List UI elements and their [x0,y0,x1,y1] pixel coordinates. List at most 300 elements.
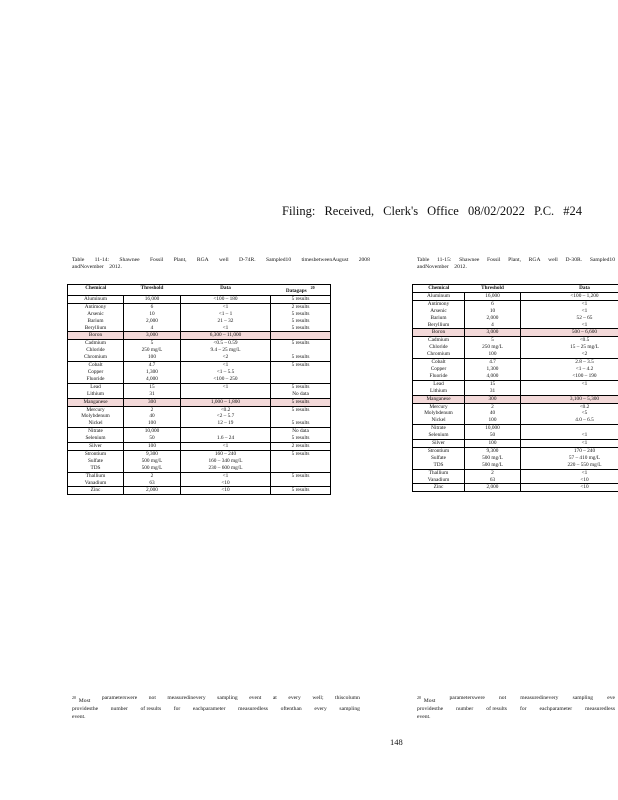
datagaps-cell: 5 results [271,325,331,332]
datagaps-cell: No data [271,391,331,398]
table-row [413,373,618,380]
datagaps-cell [271,369,331,376]
data-cell: <100 – 180 [181,295,271,303]
table-row [68,347,331,354]
datagaps-cell: 5 results [271,420,331,427]
datagaps-cell: 5 results [271,450,331,457]
footnote-ref: 20 [310,285,315,290]
data-cell [181,428,271,435]
threshold-cell: 6 [124,303,181,310]
caption-word: RGA [528,257,541,263]
chemical-cell: Barium [68,318,124,325]
caption-word: Table [72,257,85,263]
caption-word: 11-14: [94,257,110,263]
data-cell: <10 [521,484,618,492]
threshold-cell: 2,000 [124,487,181,495]
chemical-cell: Beryllium [68,325,124,332]
footnote-word: parameterswere [449,695,485,701]
threshold-cell: 40 [465,410,521,417]
threshold-cell: 5 [124,340,181,347]
table-row [413,322,618,329]
footnote-word: every [314,706,327,712]
chemical-cell: Barium [413,315,465,322]
threshold-cell: 100 [465,351,521,358]
chemical-cell: Selenium [413,432,465,439]
table-row [68,406,331,413]
column-header: Data [181,285,271,296]
data-cell: 170 – 240 [521,447,618,454]
data-cell: <1 – 1 [181,311,271,318]
left-footnote [72,694,360,721]
datagaps-cell [271,413,331,420]
threshold-cell: 5 [465,337,521,344]
table-row [413,308,618,315]
datagaps-cell: 5 results [271,406,331,413]
footnote-word: Most [423,698,436,704]
footnote-word: for [173,706,181,712]
caption-word: 11-15: [437,257,452,263]
table-row [68,311,331,318]
left-table-caption [72,257,370,272]
table-row [413,292,618,300]
threshold-cell: 500 mg/L [124,458,181,465]
datagaps-cell [271,465,331,472]
chemical-cell: Chromium [413,351,465,358]
threshold-cell: 4,000 [124,376,181,383]
chemical-cell: Copper [68,369,124,376]
footnote-number: 20 [72,695,76,700]
threshold-cell: 31 [465,388,521,395]
datagaps-cell: 5 results [271,487,331,495]
data-cell: <1 [181,303,271,310]
right-footnote [417,694,615,721]
footnote-line-3: event. [417,714,431,720]
table-header-row [413,285,618,293]
caption-word: Fossil [487,257,501,263]
chemical-cell: Fluoride [68,376,124,383]
table-row [413,417,618,424]
threshold-cell: 250 mg/L [465,344,521,351]
chemical-cell: Molybdenum [68,413,124,420]
table-row [68,318,331,325]
caption-word: 2008 [358,257,370,263]
chemical-cell: Lead [413,380,465,387]
footnote-word: eve [607,695,615,701]
caption-word: Shawnee [119,257,140,263]
table-row [68,340,331,347]
footnote-word: sampling [572,695,594,701]
data-cell: 9.4 – 25 mg/L [181,347,271,354]
table-row [413,380,618,387]
chemical-cell: Zinc [68,487,124,495]
caption-word: timesbetweenAugust [301,257,349,263]
chemical-cell: Antimony [413,300,465,307]
footnote-word: number [110,706,128,712]
chemical-cell: Beryllium [413,322,465,329]
footnote-word: measuredinevery [167,695,206,701]
caption-line-2: andNovember 2012. [417,264,467,271]
table-row [413,329,618,337]
datagaps-cell [271,376,331,383]
data-cell: 21 – 32 [181,318,271,325]
caption-word: well [548,257,558,263]
datagaps-cell: 5 results [271,295,331,303]
datagaps-cell: 2 results [271,443,331,451]
data-cell: 220 – 550 mg/L [521,462,618,469]
footnote-word: providesthe [72,706,99,712]
footnote-word: number [456,706,474,712]
data-cell: <1 [521,380,618,387]
data-cell [181,391,271,398]
table-row [413,300,618,307]
data-cell: <2 [181,354,271,361]
data-cell: <10 [181,480,271,487]
chemical-cell: Lithium [413,388,465,395]
data-cell: <100 – 250 [181,376,271,383]
data-cell: <1 – 4.2 [521,366,618,373]
header-word: Office [427,204,459,218]
chemical-cell: Fluoride [413,373,465,380]
column-header-text: Datagaps [285,288,307,294]
left-data-table [67,284,331,495]
column-header: Threshold [124,285,181,296]
table-row [68,295,331,303]
threshold-cell: 4 [124,325,181,332]
threshold-cell: 16,000 [124,295,181,303]
footnote-word: not [148,695,156,701]
data-cell: <1 [181,443,271,451]
chemical-cell: Sulfate [68,458,124,465]
datagaps-cell: 5 results [271,383,331,390]
table-row [413,351,618,358]
table-row [413,344,618,351]
caption-word: RGA [196,257,209,263]
data-cell: <1 – 5.5 [181,369,271,376]
table-row [68,369,331,376]
data-cell: <1 [181,362,271,369]
threshold-cell: 4,000 [465,373,521,380]
data-cell: 15 – 25 mg/L [521,344,618,351]
footnote-word: eachparameter [192,706,226,712]
chemical-cell: Vanadium [68,480,124,487]
data-cell: 6,300 – 11,000 [181,332,271,340]
table-row [68,443,331,451]
header-word: P.C. [534,204,555,218]
data-cell: <5 [521,410,618,417]
data-cell: <0.2 [521,403,618,410]
data-cell: 57 – 410 mg/L [521,455,618,462]
footnote-word: measuredinevery [520,695,559,701]
threshold-cell: 15 [465,380,521,387]
data-cell: 2.8 – 3.5 [521,359,618,366]
data-cell [521,388,618,395]
column-header: Chemical [413,285,465,293]
threshold-cell: 500 mg/L [465,455,521,462]
table-row [68,487,331,495]
chemical-cell: Cobalt [413,359,465,366]
footnote-word: sampling [339,706,360,712]
chemical-cell: Manganese [68,398,124,406]
chemical-cell: Thallium [68,472,124,479]
footnote-word: of results [486,706,507,712]
column-header: Threshold [465,285,521,293]
datagaps-cell: 5 results [271,472,331,479]
column-header: Data [521,285,618,293]
chemical-cell: Chloride [413,344,465,351]
chemical-cell: Mercury [68,406,124,413]
table-row [413,462,618,469]
data-cell: <100 – 190 [521,373,618,380]
table-row [68,303,331,310]
threshold-cell: 10,000 [124,428,181,435]
chemical-cell: TDS [413,462,465,469]
threshold-cell: 9,300 [124,450,181,457]
table-row [413,337,618,344]
caption-word: Table [417,257,430,263]
column-header: Chemical [68,285,124,296]
threshold-cell: 15 [124,383,181,390]
threshold-cell: 3,000 [124,332,181,340]
chemical-cell: Chloride [68,347,124,354]
footnote-word: thiscolumn [335,695,360,701]
footnote-line-3: event. [72,714,86,720]
datagaps-cell [271,458,331,465]
threshold-cell: 3,000 [465,329,521,337]
table-row [413,388,618,395]
table-row [68,391,331,398]
datagaps-cell: 5 results [271,311,331,318]
data-cell: <1 [181,325,271,332]
header-word: Clerk's [383,204,419,218]
threshold-cell: 4.7 [465,359,521,366]
footnote-word: providesthe [417,706,444,712]
table-row [68,472,331,479]
footnote-word: eachparameter [539,706,573,712]
data-cell: <1 [521,432,618,439]
chemical-cell: Thallium [413,469,465,476]
chemical-cell: Arsenic [68,311,124,318]
threshold-cell: 500 mg/L [465,462,521,469]
footnote-word: measuredless [238,706,268,712]
threshold-cell: 50 [124,435,181,442]
datagaps-cell [271,347,331,354]
footnote-word: for [519,706,527,712]
caption-word: Plant, [508,257,521,263]
datagaps-cell: 5 results [271,362,331,369]
data-cell: 52 – 65 [521,315,618,322]
caption-word: D-30R. [565,257,583,263]
table-row [413,477,618,484]
table-row [68,398,331,406]
table-row [413,440,618,448]
table-row [413,315,618,322]
threshold-cell: 1,300 [124,369,181,376]
threshold-cell: 4.7 [124,362,181,369]
threshold-cell: 2 [124,472,181,479]
threshold-cell: 100 [124,354,181,361]
datagaps-cell: 5 results [271,435,331,442]
caption-word: Fossil [149,257,164,263]
table-row [413,403,618,410]
threshold-cell: 1,300 [465,366,521,373]
table-row [68,413,331,420]
table-row [68,450,331,457]
table-row [413,469,618,476]
data-cell: <0.5 – 0.59 [181,340,271,347]
chemical-cell: Boron [68,332,124,340]
chemical-cell: Sulfate [413,455,465,462]
table-row [68,465,331,472]
data-cell: 230 – 600 mg/L [181,465,271,472]
table-row [413,447,618,454]
data-cell: <1 [521,322,618,329]
data-cell: <1 [521,469,618,476]
chemical-cell: Molybdenum [413,410,465,417]
table-row [68,376,331,383]
column-header [271,285,331,296]
data-cell: <1 [181,472,271,479]
threshold-cell: 9,300 [465,447,521,454]
threshold-cell: 100 [465,417,521,424]
chemical-cell: Nickel [413,417,465,424]
datagaps-cell: 2 results [271,303,331,310]
data-cell [521,425,618,432]
table-row [413,432,618,439]
chemical-cell: Strontium [413,447,465,454]
table-row [413,425,618,432]
table-row [413,366,618,373]
caption-word: Sampled10 [589,257,615,263]
data-cell: <1 [521,300,618,307]
footnote-word: of results [140,706,162,712]
data-cell: 500 – 6,600 [521,329,618,337]
footnote-word: Most [78,698,91,704]
table-row [413,455,618,462]
datagaps-cell: No data [271,428,331,435]
filing-header [282,204,582,219]
chemical-cell: Mercury [413,403,465,410]
data-cell: 160 – 240 [181,450,271,457]
table-header-row [68,285,331,296]
data-cell: <0.5 [521,337,618,344]
caption-word: Plant, [173,257,187,263]
threshold-cell: 300 [465,395,521,403]
table-row [68,325,331,332]
threshold-cell: 50 [465,432,521,439]
chemical-cell: Boron [413,329,465,337]
data-cell: <10 [521,477,618,484]
table-row [413,484,618,492]
threshold-cell: 16,000 [465,292,521,300]
caption-word: Shawnee [459,257,480,263]
page-number: 148 [390,737,403,747]
chemical-cell: Cadmium [413,337,465,344]
data-cell: <0.2 [181,406,271,413]
chemical-cell: Cadmium [68,340,124,347]
caption-word: well [219,257,229,263]
header-word: #24 [563,204,582,218]
footnote-word: not [498,695,507,701]
chemical-cell: Silver [413,440,465,448]
footnote-number: 20 [417,695,421,700]
chemical-cell: Antimony [68,303,124,310]
threshold-cell: 40 [124,413,181,420]
threshold-cell: 100 [124,443,181,451]
table-row [68,480,331,487]
datagaps-cell [271,332,331,340]
table-row [68,332,331,340]
header-word: 08/02/2022 [467,204,525,218]
footnote-word: every [288,695,301,701]
chemical-cell: Lead [68,383,124,390]
threshold-cell: 2 [465,469,521,476]
threshold-cell: 4 [465,322,521,329]
table-row [413,410,618,417]
chemical-cell: Manganese [413,395,465,403]
table-row [68,354,331,361]
table-row [68,420,331,427]
footnote-word: at [272,695,277,701]
footnote-word: parameterswere [101,695,138,701]
data-cell: 4.0 – 6.5 [521,417,618,424]
data-cell: 3,100 – 5,300 [521,395,618,403]
chemical-cell: Nitrate [68,428,124,435]
data-cell: 12 – 19 [181,420,271,427]
threshold-cell: 2,000 [124,318,181,325]
caption-word: Sampled10 [265,257,292,263]
table-row [413,395,618,403]
table-row [68,362,331,369]
data-cell: <1 [181,383,271,390]
footnote-word: event [249,695,262,701]
threshold-cell: 10,000 [465,425,521,432]
threshold-cell: 63 [465,477,521,484]
threshold-cell: 6 [465,300,521,307]
chemical-cell: Strontium [68,450,124,457]
footnote-word: measuredless [585,706,615,712]
threshold-cell: 250 mg/L [124,347,181,354]
threshold-cell: 500 mg/L [124,465,181,472]
chemical-cell: Vanadium [413,477,465,484]
threshold-cell: 31 [124,391,181,398]
table-row [68,383,331,390]
chemical-cell: Aluminum [68,295,124,303]
footnote-word: sampling [217,695,238,701]
chemical-cell: Chromium [68,354,124,361]
chemical-cell: TDS [68,465,124,472]
threshold-cell: 100 [465,440,521,448]
datagaps-cell: 5 results [271,340,331,347]
data-cell: 160 – 340 mg/L [181,458,271,465]
chemical-cell: Aluminum [413,292,465,300]
right-table-clip [412,280,618,580]
table-row [413,359,618,366]
header-word: Filing: [282,204,316,218]
threshold-cell: 2 [465,403,521,410]
chemical-cell: Nickel [68,420,124,427]
threshold-cell: 2 [124,406,181,413]
table-row [68,428,331,435]
right-data-table [412,284,618,492]
table-row [68,435,331,442]
threshold-cell: 10 [124,311,181,318]
datagaps-cell: 5 results [271,398,331,406]
footnote-word: well; [312,695,324,701]
datagaps-cell [271,480,331,487]
chemical-cell: Selenium [68,435,124,442]
chemical-cell: Silver [68,443,124,451]
chemical-cell: Copper [413,366,465,373]
